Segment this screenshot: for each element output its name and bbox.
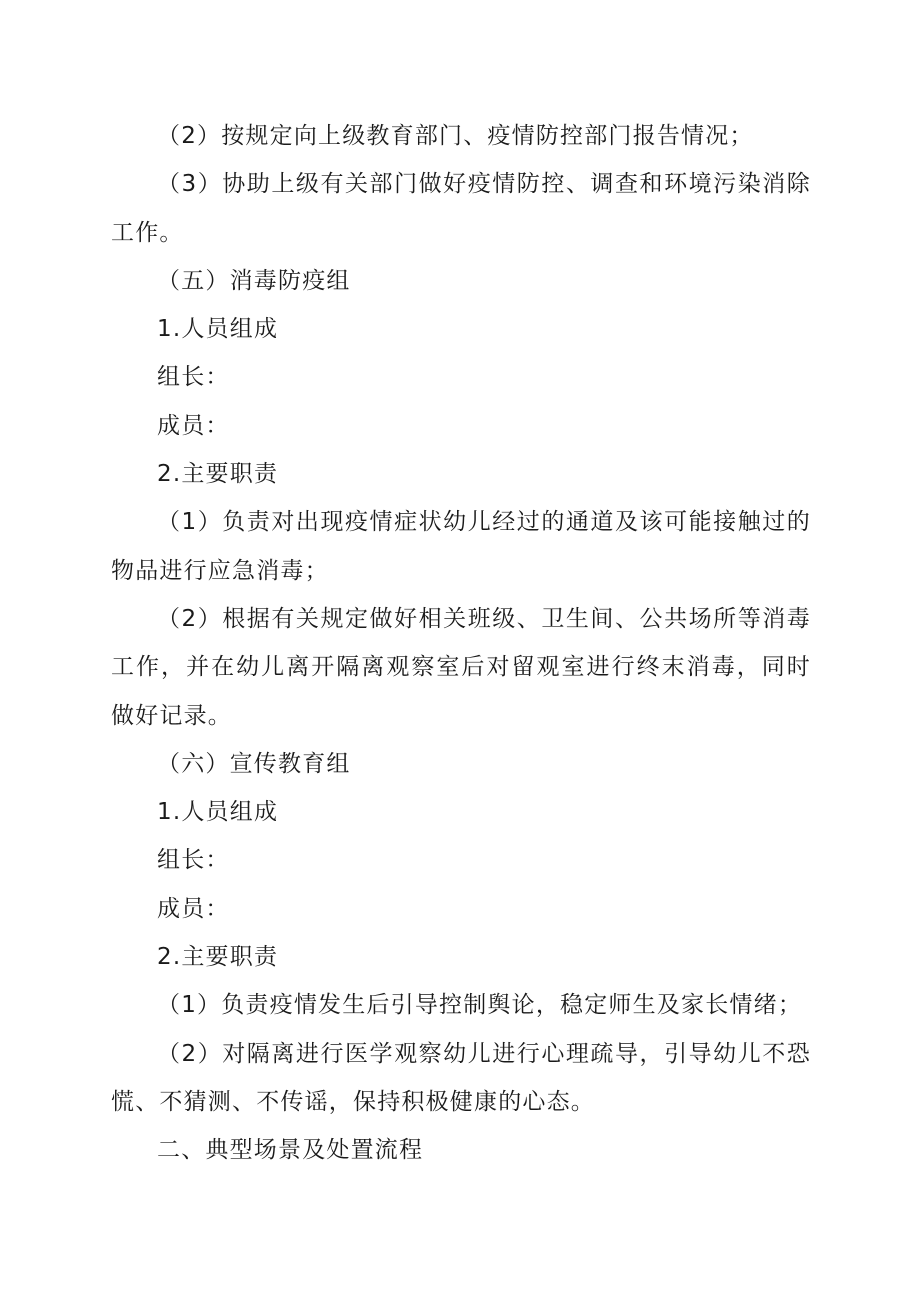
subheading-main-duties: 2.主要职责 (157, 944, 279, 971)
section-heading-publicity-group: （六）宣传教育组 (157, 750, 351, 777)
subheading-staff-composition: 1.人员组成 (157, 799, 279, 826)
subheading-main-duties: 2.主要职责 (157, 461, 279, 488)
section-heading-disinfection-group: （五）消毒防疫组 (157, 267, 351, 294)
paragraph-report-situation: （2）按规定向上级教育部门、疫情防控部门报告情况； (157, 123, 754, 149)
field-group-leader: 组长： (157, 847, 230, 874)
subheading-staff-composition: 1.人员组成 (157, 316, 279, 343)
field-members: 成员： (157, 895, 230, 922)
paragraph-guide-public-opinion: （1）负责疫情发生后引导控制舆论，稳定师生及家长情绪； (157, 992, 803, 1019)
paragraph-assist-epidemic-control: （3）协助上级有关部门做好疫情防控、调查和环境污染消除工作。 (111, 171, 811, 246)
paragraph-routine-disinfection: （2）根据有关规定做好相关班级、卫生间、公共场所等消毒工作，并在幼儿离开隔离观察室后对留观室进行终末消毒，同时做好记录。 (111, 605, 811, 729)
paragraph-emergency-disinfection: （1）负责对出现疫情症状幼儿经过的通道及该可能接触过的物品进行应急消毒； (111, 509, 811, 584)
field-members: 成员： (157, 412, 230, 439)
field-group-leader: 组长： (157, 364, 230, 391)
document-body (111, 112, 811, 1175)
paragraph-psychological-counseling: （2）对隔离进行医学观察幼儿进行心理疏导，引导幼儿不恐慌、不猜测、不传谣，保持积极健康的心态。 (111, 1040, 811, 1115)
section-heading-typical-scenarios: 二、典型场景及处置流程 (157, 1137, 424, 1164)
